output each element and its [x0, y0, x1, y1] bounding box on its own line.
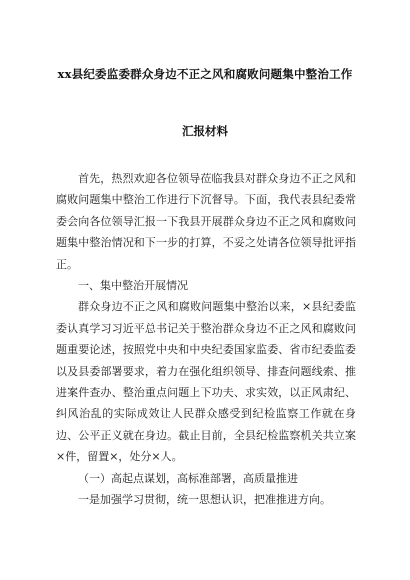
paragraph-section-1: 群众身边不正之风和腐败问题集中整治以来，×县纪委监委认真学习习近平总书记关于整治群众身边不正之风和腐败问题重要论述，按照党中央和中央纪委国家监委、省市纪委监委以及县委部署要求，着力在强化组织领导、排查问题线索、推进案件查办、整治重点问题上下功夫、求实效，以正风肃纪、纠风治乱的实际成效让人民群众感受到纪检监察工作就在身边、公平正义就在身边。截止目前，全县纪检监察机关共立案×件，留置×，处分×人。	[56, 300, 356, 464]
section-heading-1: 一、集中整治开展情况	[78, 279, 188, 293]
document-title: xx县纪委监委群众身边不正之风和腐败问题集中整治工作	[57, 67, 353, 81]
subsection-heading-1: （一）高起点谋划，高标准部署，高质量推进	[78, 471, 298, 485]
paragraph-intro: 首先，热烈欢迎各位领导莅临我县对群众身边不正之风和腐败问题集中整治工作进行下沉督导。下面，我代表县纪委常委会向各位领导汇报一下我县开展群众身边不正之风和腐败问题集中整治情况和下一步的打算，不妥之处请各位领导批评指正。	[56, 172, 356, 271]
paragraph-point-1: 一是加强学习贯彻，统一思想认识，把准推进方向。	[78, 493, 331, 507]
document-subtitle: 汇报材料	[182, 124, 228, 138]
document-body	[56, 168, 356, 511]
